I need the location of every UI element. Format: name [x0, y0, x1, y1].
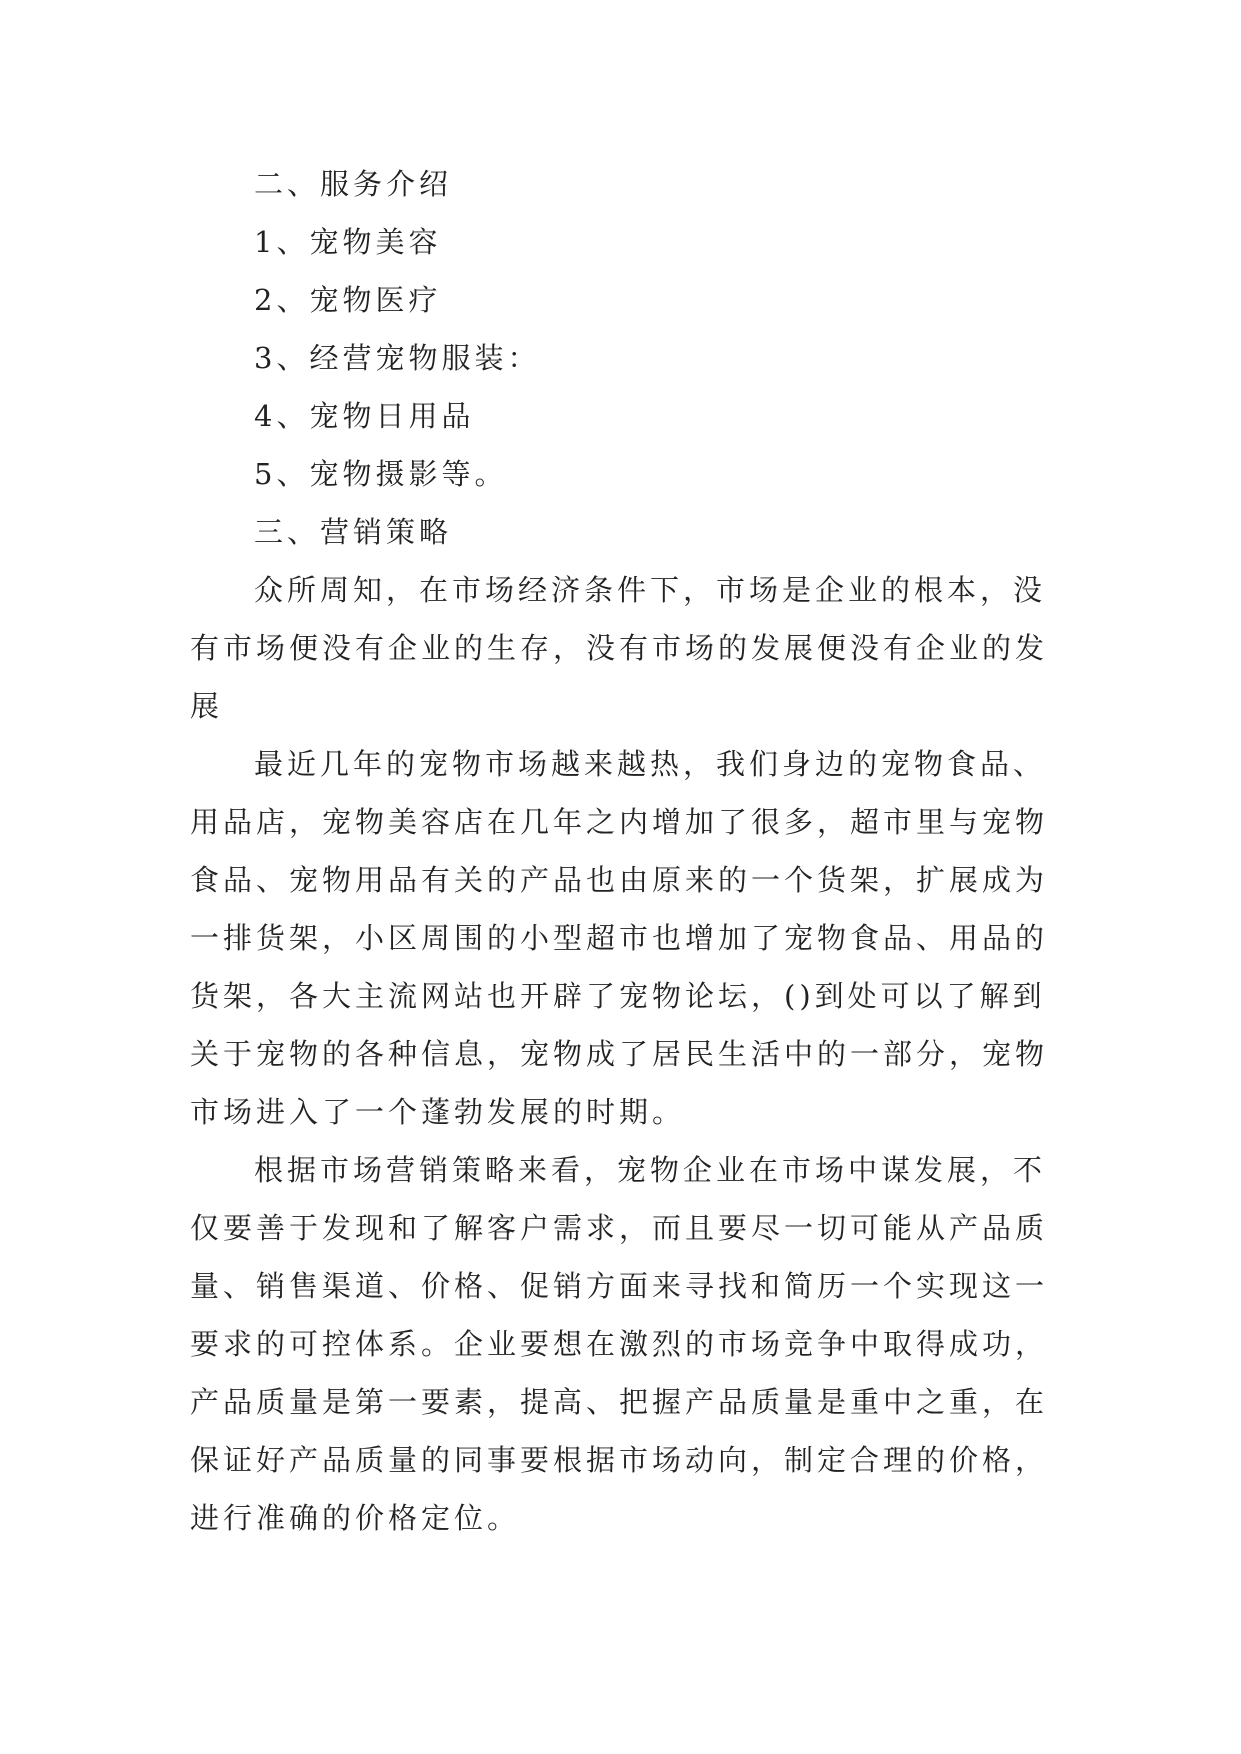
paragraph-line: 一排货架，小区周围的小型超市也增加了宠物食品、用品的 [190, 921, 1049, 955]
paragraph-line: 众所周知，在市场经济条件下，市场是企业的根本，没 [254, 573, 1047, 607]
paragraph-line: 保证好产品质量的同事要根据市场动向，制定合理的价格， [190, 1443, 1049, 1477]
paragraph-line: 仅要善于发现和了解客户需求，而且要尽一切可能从产品质 [190, 1211, 1049, 1245]
paragraph-line: 关于宠物的各种信息，宠物成了居民生活中的一部分，宠物 [190, 1037, 1049, 1071]
paragraph-marketing-strategy [190, 1141, 1058, 1547]
paragraph-line: 有市场便没有企业的生存，没有市场的发展便没有企业的发 [190, 631, 1049, 665]
paragraph-market-basics [190, 561, 1058, 735]
section-heading-services: 二、服务介绍 [254, 167, 453, 201]
paragraph-line: 食品、宠物用品有关的产品也由原来的一个货架，扩展成为 [190, 863, 1049, 897]
paragraph-line: 产品质量是第一要素，提高、把握产品质量是重中之重，在 [190, 1385, 1049, 1419]
list-item: 3、经营宠物服装： [254, 341, 541, 375]
paragraph-pet-market-growth [190, 735, 1058, 1141]
list-item: 5、宠物摄影等。 [254, 457, 508, 491]
paragraph-line: 最近几年的宠物市场越来越热，我们身边的宠物食品、 [254, 747, 1047, 781]
paragraph-line: 用品店，宠物美容店在几年之内增加了很多，超市里与宠物 [190, 805, 1049, 839]
paragraph-line: 展 [190, 689, 224, 723]
paragraph-line: 根据市场营销策略来看，宠物企业在市场中谋发展，不 [254, 1153, 1047, 1187]
list-item: 4、宠物日用品 [254, 399, 475, 433]
document-body [190, 155, 1058, 1547]
section-heading-marketing: 三、营销策略 [254, 515, 453, 549]
paragraph-line: 货架，各大主流网站也开辟了宠物论坛，()到处可以了解到 [190, 979, 1046, 1013]
list-item: 2、宠物医疗 [254, 283, 442, 317]
list-item: 1、宠物美容 [254, 225, 442, 259]
paragraph-line: 市场进入了一个蓬勃发展的时期。 [190, 1095, 686, 1129]
paragraph-line: 进行准确的价格定位。 [190, 1501, 521, 1535]
paragraph-line: 要求的可控体系。企业要想在激烈的市场竞争中取得成功， [190, 1327, 1049, 1361]
paragraph-line: 量、销售渠道、价格、促销方面来寻找和简历一个实现这一 [190, 1269, 1049, 1303]
